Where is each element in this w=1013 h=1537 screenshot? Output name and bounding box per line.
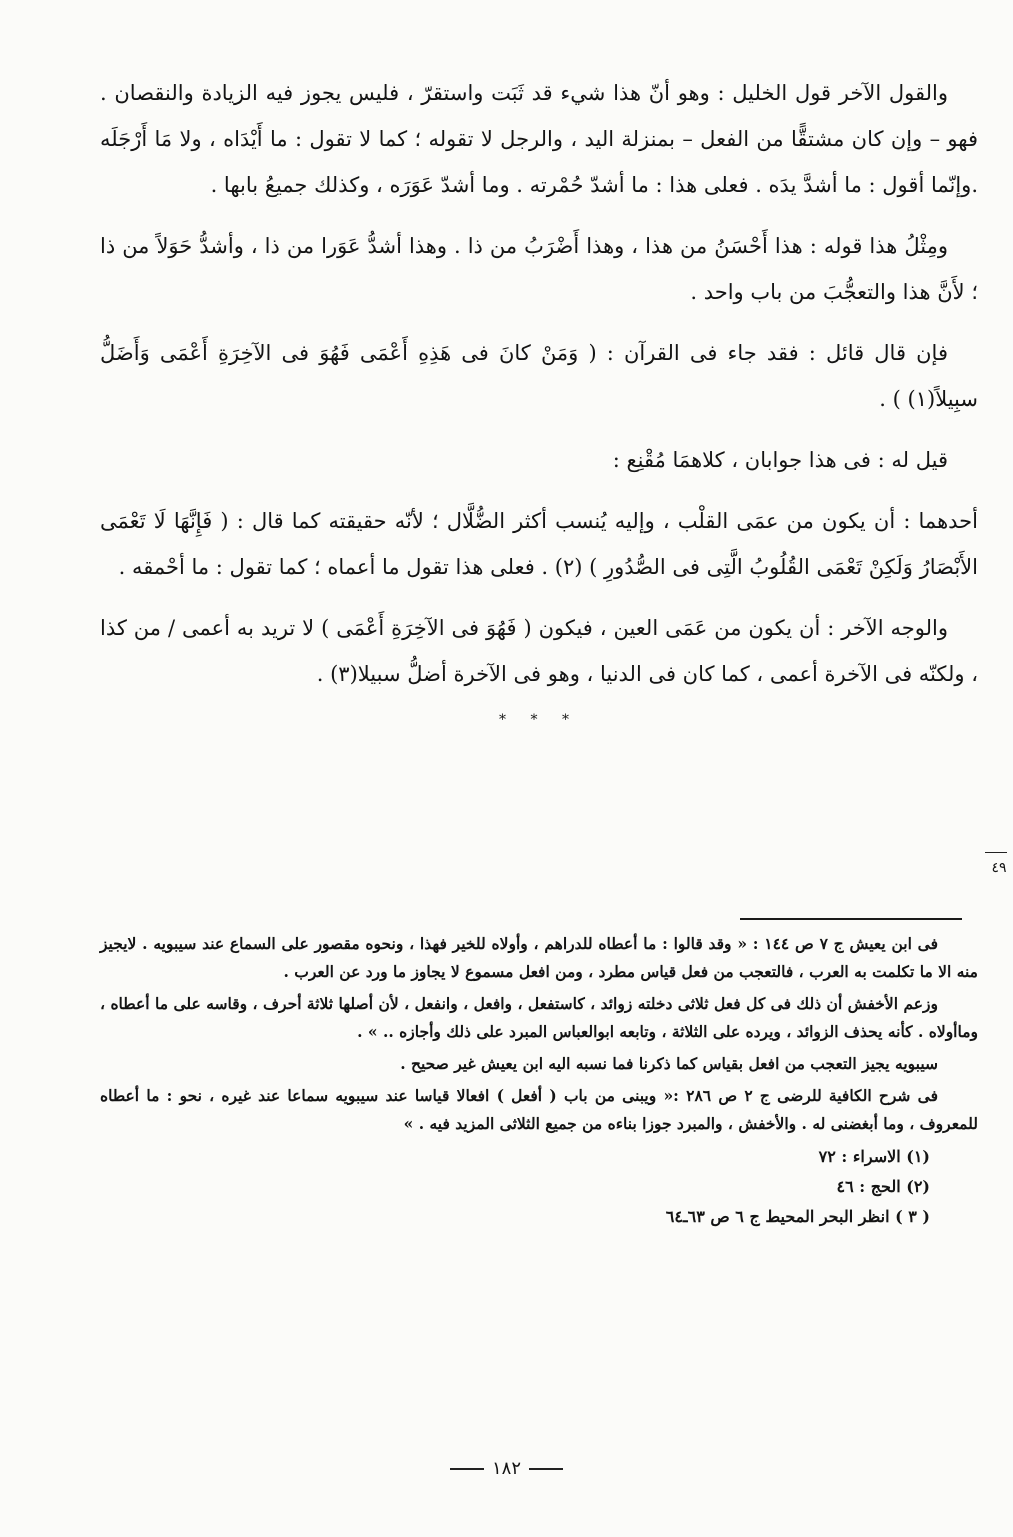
section-separator: * * * [499, 712, 579, 728]
page-number: ١٨٢ [491, 1458, 521, 1479]
page-number-dash-left [450, 1468, 484, 1470]
paragraph-2: ومِثْلُ هذا قوله : هذا أَحْسَنُ من هذا ، وهذا أَضْرَبُ من ذا . وهذا أشدُّ عَوَرا من ذا ، وأشدُّ حَوَلاً من ذا ؛ لأَنَّ هذا والتعجُّبَ من باب واحد . [100, 234, 978, 304]
footnote-1: فى ابن يعيش ج ٧ ص ١٤٤ : « وقد قالوا : ما أعطاه للدراهم ، وأولاه للخير فهذا ، ونحوه مقصور على السماع عند سيبويه . لايجيز منه الا ما تكلمت به العرب ، فالتعجب من فعل قياس مطرد ، ومن افعل مسموع لا يجاوز ما ورد عن العرب . [100, 934, 978, 981]
page-number-footer [0, 1458, 1013, 1479]
reference-list [100, 1142, 978, 1232]
paragraph-1: والقول الآخر قول الخليل : وهو أنّ هذا شيء قد ثَبَت واستقرّ ، فليس يجوز فيه الزيادة والنقصان . فهو – وإن كان مشتقًّا من الفعل – بمنزلة اليد ، والرجل لا تقوله ؛ كما لا تقول : ما أَيْدَاه ، ولا مَا أَرْجَلَه .وإنّما أقول : ما أشدَّ يدَه . فعلى هذا : ما أشدّ حُمْرته . وما أشدّ عَوَرَه ، وكذلك جميعُ بابها . [100, 81, 978, 197]
margin-page-marker: ٤٩ [991, 860, 1007, 876]
main-text [100, 70, 978, 728]
paragraph-3: فإن قال قائل : فقد جاء فى القرآن : ( وَمَنْ كانَ فى هَذِهِ أَعْمَى فَهُوَ فى الآخِرَةِ أَعْمَى وَأَضَلُّ سبِيلاً(١) ) . [100, 341, 978, 411]
reference-2: (٢) الحج : ٤٦ [836, 1177, 930, 1196]
paragraph-6: والوجه الآخر : أن يكون من عَمَى العين ، فيكون ( فَهُوَ فى الآخِرَةِ أَعْمَى ) لا تريد به أعمى / من كذا ، ولكنّه فى الآخرة أعمى ، كما كان فى الدنيا ، وهو فى الآخرة أضلُّ سبيلا(٣) . [100, 616, 978, 686]
paragraph-4: قيل له : فى هذا جوابان ، كلاهمَا مُقْنِع : [612, 448, 948, 472]
paragraph-5: أحدهما : أن يكون من عمَى القلْب ، وإليه يُنسب أكثر الضُّلَّال ؛ لأنّه حقيقته كما قال : ( فَإِنَّهَا لَا تَعْمَى الأَبْصَارُ وَلَكِنْ تَعْمَى القُلُوبُ الَّتِى فى الصُّدُورِ ) (٢) . فعلى هذا تقول ما أعماه ؛ كما تقول : ما أحْمقه . [100, 509, 978, 579]
footnote-2: وزعم الأخفش أن ذلك فى كل فعل ثلاثى دخلته زوائد ، كاستفعل ، وافعل ، وانفعل ، لأن أصلها ثلاثة أحرف ، وقاسه على ما أعطاه ، وماأولاه . كأنه يحذف الزوائد ، ويرده على الثلاثة ، وتابعه ابوالعباس المبرد على ذلك وأجازه .. » . [100, 994, 978, 1041]
reference-3: ( ٣ ) انظر البحر المحيط ج ٦ ص ٦٣ـ٦٤ [665, 1207, 930, 1226]
reference-1: (١) الاسراء : ٧٢ [818, 1147, 930, 1166]
footnote-4: فى شرح الكافية للرضى ج ٢ ص ٢٨٦ :« ويبنى من باب ( أفعل ) افعالا قياسا عند سيبويه سماعا عند غيره ، نحو : ما أعطاه للمعروف ، وما أبغضنى له . والأخفش ، والمبرد جوزا بناءه من جميع الثلاثى المزيد فيه . » [100, 1086, 978, 1133]
margin-rule [985, 852, 1007, 853]
footnotes [100, 930, 978, 1232]
footnote-divider [740, 918, 962, 920]
footnote-3: سيبويه يجيز التعجب من افعل بقياس كما ذكرنا فما نسبه اليه ابن يعيش غير صحيح . [400, 1054, 938, 1073]
page-number-dash-right [529, 1468, 563, 1470]
